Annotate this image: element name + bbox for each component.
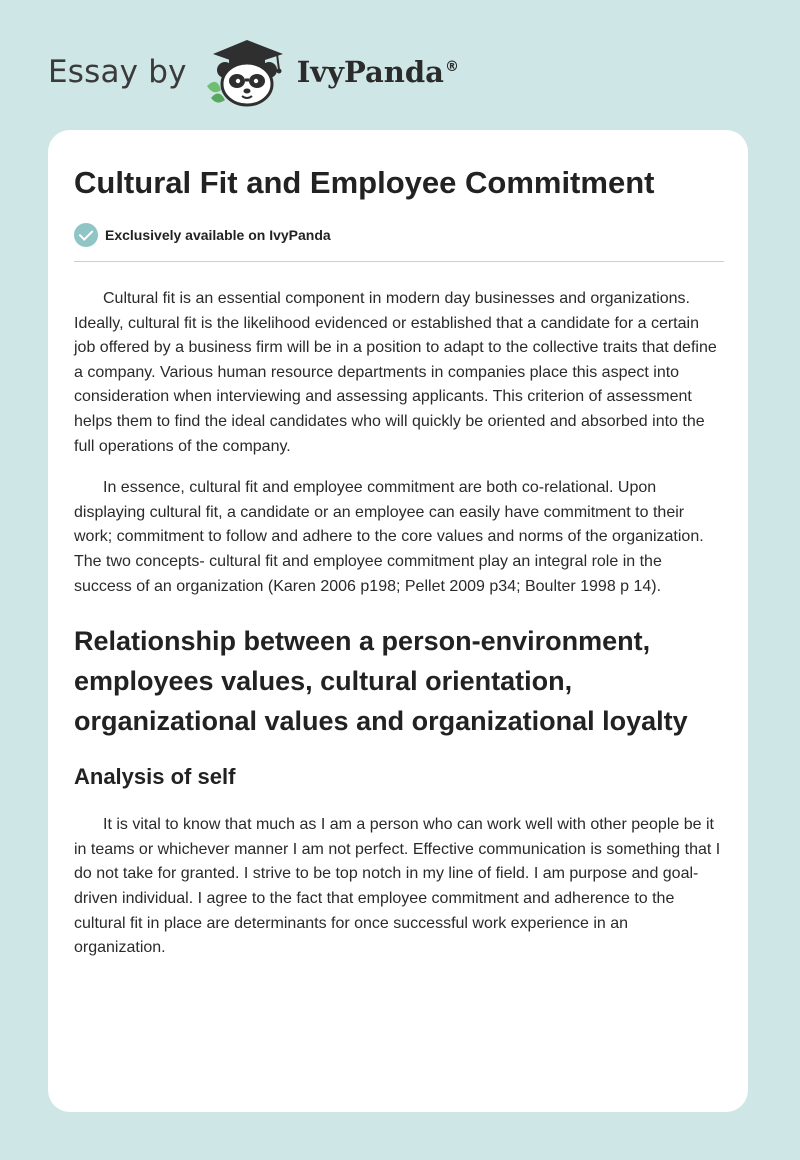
page-title: Cultural Fit and Employee Commitment xyxy=(74,165,655,200)
paragraph-analysis: It is vital to know that much as I am a person who can work well with other people be it in teams or whichever manner I am not perfect. Effective communication is something that I do not take for granted. I strive to be top notch in my line of field. I am purpose and goal-driven individual. I agree to the fact that employee commitment and adherence to the cultural fit in place are determinants for once successful work experience in an organization. xyxy=(74,816,721,957)
section-heading: Relationship between a person-environment, employees values, cultural orientation, organizational values and organizational loyalty xyxy=(74,626,688,737)
brand-name: IvyPanda® xyxy=(296,55,459,89)
paragraph-essence: In essence, cultural fit and employee commitment are both co-relational. Upon displaying cultural fit, a candidate or an employee can easily have commitment to their work; commitment to follow and adhere to the core values and norms of the organization. The two concepts- cultural fit and employee commitment play an integral role in the success of an organization (Karen 2006 p198; Pellet 2009 p34; Boulter 1998 p 14). xyxy=(74,479,704,595)
brand-prefix: Essay by xyxy=(48,54,187,90)
exclusive-label: Exclusively available on IvyPanda xyxy=(105,227,331,243)
divider xyxy=(74,261,724,262)
check-icon xyxy=(74,223,98,247)
exclusive-badge xyxy=(74,222,722,248)
paragraph-intro: Cultural fit is an essential component in modern day businesses and organizations. Ideally, cultural fit is the likelihood evidenced or established that a candidate for a certain job offered by a business firm will be in a position to adapt to the collective traits that define a company. Various human resource departments in companies place this aspect into consideration when interviewing and assessing applicants. This criterion of assessment helps them to find the ideal candidates who will quickly be oriented and absorbed into the full operations of the company. xyxy=(74,290,717,455)
essay-card xyxy=(48,130,748,1112)
registered-mark: ® xyxy=(444,59,459,76)
subsection-heading: Analysis of self xyxy=(74,764,236,790)
brand-logo[interactable] xyxy=(48,36,459,108)
panda-graduate-icon xyxy=(203,36,291,108)
site-header xyxy=(0,0,800,130)
essay-content xyxy=(74,130,722,961)
